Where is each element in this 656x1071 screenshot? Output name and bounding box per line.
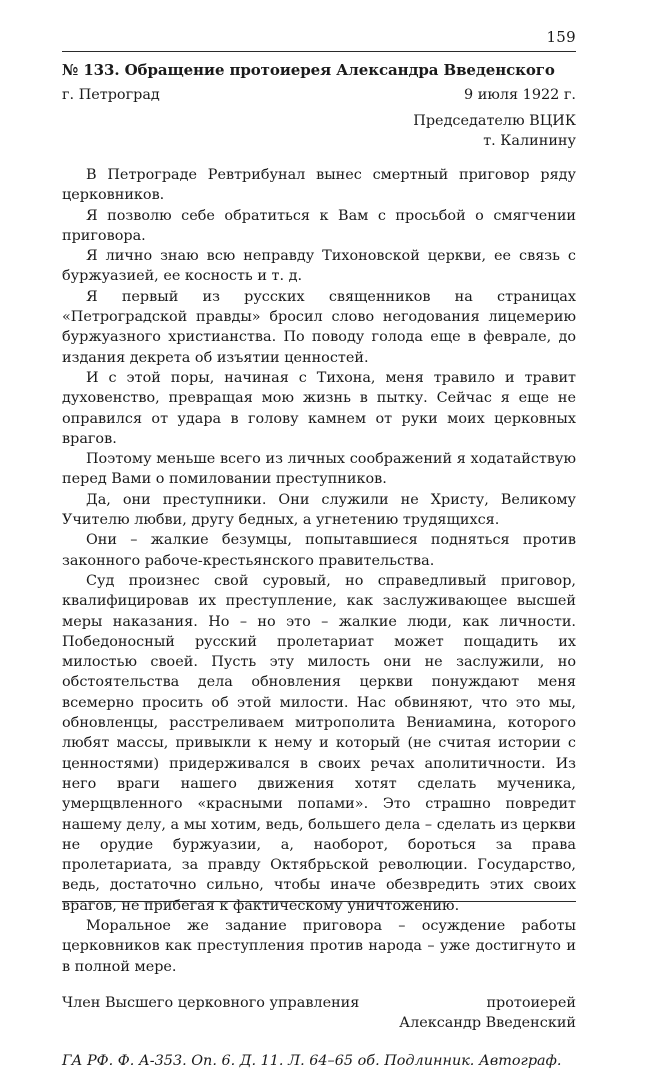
- paragraph: Они – жалкие безумцы, попытавшиеся подняться против законного рабоче-крестьянского правительства.: [62, 532, 576, 569]
- document-date: 9 июля 1922 г.: [464, 87, 576, 103]
- signature-line: [62, 993, 576, 1013]
- signer-name: Александр Введенский: [399, 1014, 576, 1031]
- paragraph: И с этой поры, начиная с Тихона, меня травило и травит духовенство, превращая мою жизнь в пытку. Сейчас я еще не оправился от удара в голову камнем от руки моих церковных врагов.: [62, 369, 576, 447]
- paragraph: Суд произнес свой суровый, но справедливый приговор, квалифицировав их преступление, как заслуживающее высшей меры наказания. Но – но это – жалкие люди, как личности. Победоносный русский пролетариат может пощадить их милостью своей. Пусть эту милость они не заслужили, но обстоятельства дела обновления церкви понуждают меня всемерно просить об этой милости. Нас обвиняют, что это мы, обновленцы, расстреливаем митрополита Вениамина, которого любят массы, привыкли к нему и который (не считая истории с ценностями) придерживался в своих речах аполитичности. Из него враги нашего движения хотят сделать мученика, умерщвленного «красными попами». Это страшно повредит нашему делу, а мы хотим, ведь, большего дела – сделать из церкви не орудие буржуазии, а, наоборот, бороться за права пролетариата, за правду Октябрьской революции. Государство, ведь, достаточно сильно, чтобы иначе обезвредить этих своих врагов, не прибегая к фактическому уничтожению.: [62, 572, 576, 914]
- addressee-block: [62, 111, 576, 151]
- paragraph: Да, они преступники. Они служили не Христу, Великому Учителю любви, другу бедных, а угнетению трудящихся.: [62, 491, 576, 529]
- archive-reference: ГА РФ. Ф. А-353. Оп. 6. Д. 11. Л. 64–65 об. Подлинник. Автограф.: [62, 1052, 562, 1069]
- letter-text: [62, 165, 576, 977]
- paragraph: Моральное же задание приговора – осуждение работы церковников как преступления против народа – уже достигнуто и в полной мере.: [62, 917, 576, 975]
- paragraph: Я позволю себе обратиться к Вам с просьбой о смягчении приговора.: [62, 207, 576, 244]
- paragraph: Я первый из русских священников на страницах «Петроградской правды» бросил слово негодования лицемерию буржуазного христианства. По поводу голода еще в феврале, до издания декрета об изъятии ценностей.: [62, 288, 576, 366]
- document-title: № 133. Обращение протоиерея Александра Введенского: [62, 61, 555, 79]
- addressee-line: т. Калинину: [483, 133, 576, 149]
- document-body: [62, 60, 576, 1071]
- footer-rule: [62, 901, 576, 902]
- document-place: г. Петроград: [62, 87, 160, 103]
- place-date-line: [62, 85, 576, 105]
- signer-rank: протоиерей: [486, 994, 576, 1011]
- signature-block: [62, 993, 576, 1033]
- paragraph: Я лично знаю всю неправду Тихоновской церкви, ее связь с буржуазией, ее косность и т. д.: [62, 248, 576, 285]
- header-rule: [62, 51, 576, 52]
- signer-position: Член Высшего церковного управления: [62, 994, 360, 1011]
- paragraph: В Петрограде Ревтрибунал вынес смертный приговор ряду церковников.: [62, 167, 576, 204]
- page-number: 159: [546, 28, 576, 46]
- paragraph: Поэтому меньше всего из личных соображений я ходатайствую перед Вами о помиловании преступников.: [62, 451, 576, 488]
- addressee-line: Председателю ВЦИК: [413, 113, 576, 129]
